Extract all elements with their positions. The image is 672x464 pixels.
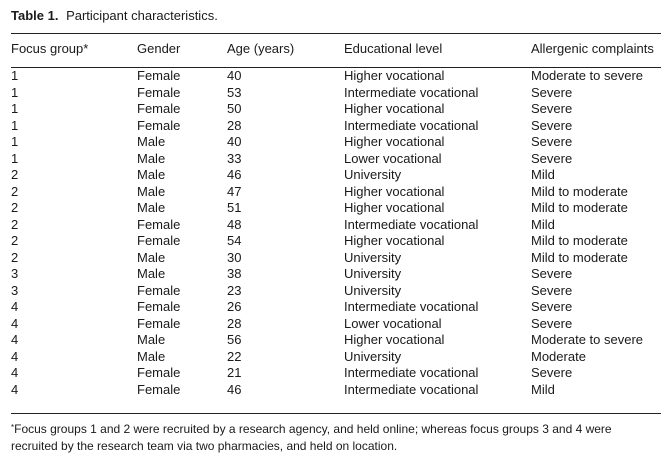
table-row xyxy=(11,85,661,102)
cell-complaints: Severe xyxy=(531,365,573,380)
cell-complaints: Severe xyxy=(531,150,573,166)
table-body xyxy=(11,59,661,398)
cell-age: 26 xyxy=(227,299,242,314)
cell-education: Higher vocational xyxy=(344,183,445,199)
table-row xyxy=(11,167,661,184)
table-row xyxy=(11,118,661,135)
cell-age: 22 xyxy=(227,348,242,364)
cell-focus-group: 4 xyxy=(11,381,19,397)
cell-age: 54 xyxy=(227,233,242,248)
bottom-rule xyxy=(11,413,661,414)
cell-focus-group: 4 xyxy=(11,299,19,314)
cell-gender: Male xyxy=(137,150,166,166)
top-rule xyxy=(11,33,661,34)
cell-education: Intermediate vocational xyxy=(344,365,479,380)
cell-age: 46 xyxy=(227,381,242,397)
cell-age: 21 xyxy=(227,365,242,380)
cell-age: 28 xyxy=(227,117,242,133)
cell-focus-group: 3 xyxy=(11,266,19,281)
cell-education: Lower vocational xyxy=(344,150,442,166)
cell-age: 28 xyxy=(227,315,242,331)
cell-focus-group: 1 xyxy=(11,68,19,83)
cell-gender: Female xyxy=(137,101,181,116)
cell-focus-group: 2 xyxy=(11,216,19,232)
table-row xyxy=(11,349,661,366)
table-row xyxy=(11,283,661,300)
cell-complaints: Mild to moderate xyxy=(531,200,628,215)
table-row xyxy=(11,68,661,85)
cell-focus-group: 2 xyxy=(11,183,19,199)
cell-age: 50 xyxy=(227,101,242,116)
cell-focus-group: 4 xyxy=(11,332,19,347)
table-row xyxy=(11,151,661,168)
table-row xyxy=(11,266,661,283)
cell-complaints: Moderate to severe xyxy=(531,68,644,83)
cell-gender: Female xyxy=(137,84,181,100)
cell-focus-group: 1 xyxy=(11,101,19,116)
cell-age: 46 xyxy=(227,167,242,182)
cell-age: 48 xyxy=(227,216,242,232)
cell-education: University xyxy=(344,348,402,364)
cell-education: Higher vocational xyxy=(344,101,445,116)
cell-focus-group: 2 xyxy=(11,249,19,265)
cell-age: 38 xyxy=(227,266,242,281)
cell-gender: Female xyxy=(137,299,181,314)
cell-gender: Female xyxy=(137,282,181,298)
cell-focus-group: 2 xyxy=(11,200,19,215)
cell-complaints: Severe xyxy=(531,315,573,331)
cell-education: Higher vocational xyxy=(344,68,445,83)
table-row xyxy=(11,365,661,382)
cell-gender: Male xyxy=(137,134,166,149)
column-header-focus-group: Focus group* xyxy=(11,41,89,56)
cell-age: 40 xyxy=(227,68,242,83)
cell-education: Lower vocational xyxy=(344,315,442,331)
cell-gender: Male xyxy=(137,183,166,199)
table-row xyxy=(11,217,661,234)
cell-gender: Male xyxy=(137,200,166,215)
cell-complaints: Severe xyxy=(531,117,573,133)
cell-focus-group: 2 xyxy=(11,233,19,248)
cell-complaints: Severe xyxy=(531,101,573,116)
cell-age: 33 xyxy=(227,150,242,166)
participant-table xyxy=(11,39,661,398)
cell-focus-group: 4 xyxy=(11,365,19,380)
table-footnote xyxy=(11,421,661,455)
cell-complaints: Severe xyxy=(531,266,573,281)
cell-gender: Female xyxy=(137,365,181,380)
cell-focus-group: 1 xyxy=(11,150,19,166)
cell-focus-group: 2 xyxy=(11,167,19,182)
cell-education: Higher vocational xyxy=(344,200,445,215)
table-title: Participant characteristics. xyxy=(66,8,218,23)
cell-education: Intermediate vocational xyxy=(344,381,479,397)
cell-complaints: Severe xyxy=(531,282,573,298)
cell-education: University xyxy=(344,167,402,182)
cell-gender: Male xyxy=(137,167,166,182)
cell-gender: Male xyxy=(137,249,166,265)
footnote-marker: * xyxy=(11,423,15,432)
cell-education: Higher vocational xyxy=(344,134,445,149)
cell-complaints: Moderate xyxy=(531,348,586,364)
cell-focus-group: 3 xyxy=(11,282,19,298)
table-caption xyxy=(11,8,218,24)
cell-gender: Male xyxy=(137,266,166,281)
cell-complaints: Mild xyxy=(531,167,555,182)
cell-complaints: Moderate to severe xyxy=(531,332,644,347)
cell-gender: Female xyxy=(137,233,181,248)
cell-gender: Female xyxy=(137,117,181,133)
cell-gender: Male xyxy=(137,332,166,347)
footnote-text: Focus groups 1 and 2 were recruited by a research agency, and held online; whereas focus groups 3 and 4 were recruited by the research team via two pharmacies, and held on location. xyxy=(11,422,612,453)
cell-age: 40 xyxy=(227,134,242,149)
cell-complaints: Mild xyxy=(531,381,555,397)
cell-education: Intermediate vocational xyxy=(344,299,479,314)
cell-complaints: Mild to moderate xyxy=(531,183,628,199)
cell-education: Intermediate vocational xyxy=(344,216,479,232)
cell-focus-group: 4 xyxy=(11,315,19,331)
table-row xyxy=(11,250,661,267)
column-header-complaints: Allergenic complaints xyxy=(531,41,654,56)
header-row xyxy=(11,39,661,59)
table-row xyxy=(11,233,661,250)
table-row xyxy=(11,382,661,399)
cell-gender: Female xyxy=(137,68,181,83)
cell-complaints: Severe xyxy=(531,299,573,314)
column-header-education: Educational level xyxy=(344,41,443,56)
cell-education: Higher vocational xyxy=(344,332,445,347)
cell-education: University xyxy=(344,249,402,265)
table-row xyxy=(11,299,661,316)
cell-age: 23 xyxy=(227,282,242,298)
cell-age: 47 xyxy=(227,183,242,199)
cell-gender: Female xyxy=(137,315,181,331)
cell-complaints: Severe xyxy=(531,84,573,100)
table-label: Table 1. xyxy=(11,8,59,23)
cell-age: 30 xyxy=(227,249,242,265)
table-row xyxy=(11,184,661,201)
cell-gender: Female xyxy=(137,381,181,397)
cell-complaints: Mild xyxy=(531,216,555,232)
cell-complaints: Mild to moderate xyxy=(531,233,628,248)
column-header-age: Age (years) xyxy=(227,41,295,56)
cell-education: Higher vocational xyxy=(344,233,445,248)
cell-focus-group: 4 xyxy=(11,348,19,364)
cell-age: 51 xyxy=(227,200,242,215)
cell-education: University xyxy=(344,266,402,281)
cell-focus-group: 1 xyxy=(11,117,19,133)
cell-education: Intermediate vocational xyxy=(344,117,479,133)
table-row xyxy=(11,332,661,349)
table-row xyxy=(11,200,661,217)
table-row xyxy=(11,316,661,333)
cell-complaints: Severe xyxy=(531,134,573,149)
cell-focus-group: 1 xyxy=(11,84,19,100)
cell-gender: Male xyxy=(137,348,166,364)
table-row xyxy=(11,101,661,118)
cell-age: 56 xyxy=(227,332,242,347)
column-header-gender: Gender xyxy=(137,41,181,56)
cell-education: University xyxy=(344,282,402,298)
cell-age: 53 xyxy=(227,84,242,100)
cell-education: Intermediate vocational xyxy=(344,84,479,100)
table-row xyxy=(11,134,661,151)
cell-complaints: Mild to moderate xyxy=(531,249,628,265)
cell-focus-group: 1 xyxy=(11,134,19,149)
cell-gender: Female xyxy=(137,216,181,232)
